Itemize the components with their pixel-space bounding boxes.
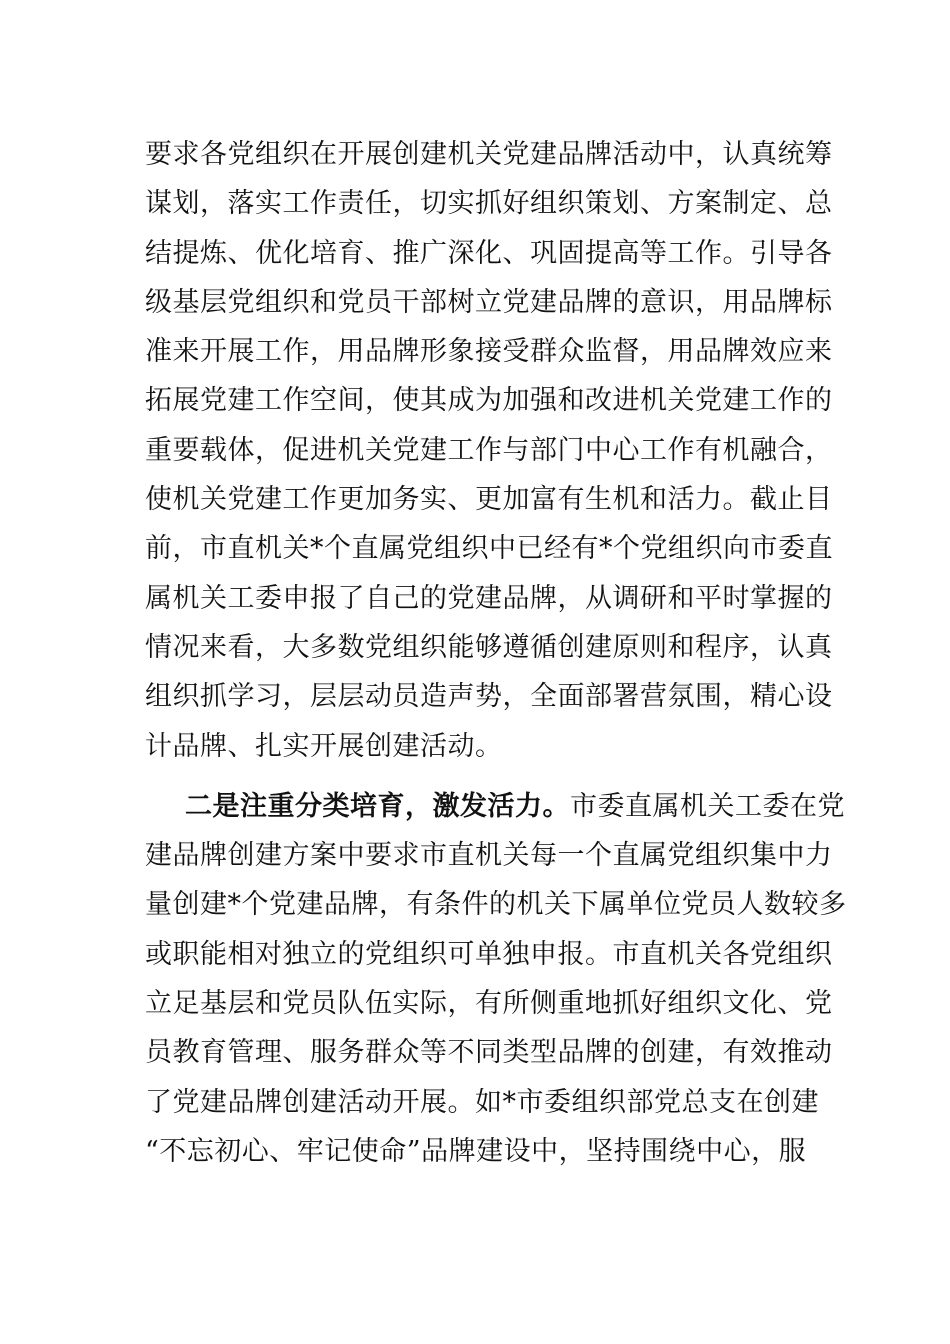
paragraph-line: 建品牌创建方案中要求市直机关每一个直属党组织集中力 — [145, 840, 833, 872]
paragraph-line: 组织抓学习，层层动员造声势，全面部署营氛围，精心设 — [145, 681, 833, 713]
paragraph-line: 要求各党组织在开展创建机关党建品牌活动中，认真统筹 — [145, 139, 833, 170]
paragraph-line: “不忘初心、牢记使命”品牌建设中，坚持围绕中心，服 — [145, 1135, 807, 1167]
document-body — [145, 130, 847, 1176]
paragraph-line: 使机关党建工作更加务实、更加富有生机和活力。截止目 — [145, 484, 833, 516]
paragraph-line: 情况来看，大多数党组织能够遵循创建原则和程序，认真 — [145, 631, 833, 663]
paragraph-gap — [145, 771, 805, 782]
paragraph-line: 计品牌、扎实开展创建活动。 — [145, 730, 503, 762]
paragraph-line: 立足基层和党员队伍实际，有所侧重地抓好组织文化、党 — [145, 988, 833, 1020]
paragraph-line: 谋划，落实工作责任，切实抓好组织策划、方案制定、总 — [145, 188, 833, 220]
paragraph-line: 员教育管理、服务群众等不同类型品牌的创建，有效推动 — [145, 1037, 833, 1069]
paragraph-2 — [145, 782, 847, 1176]
paragraph-1 — [145, 130, 833, 771]
paragraph-line: 准来开展工作，用品牌形象接受群众监督，用品牌效应来 — [145, 336, 833, 368]
paragraph-line: 或职能相对独立的党组织可单独申报。市直机关各党组织 — [145, 938, 833, 970]
paragraph-line-text: 市委直属机关工委在党 — [570, 790, 845, 822]
paragraph-line: 结提炼、优化培育、推广深化、巩固提高等工作。引导各 — [145, 237, 833, 269]
paragraph-line: 量创建*个党建品牌，有条件的机关下属单位党员人数较多 — [145, 889, 847, 921]
paragraph-line: 前，市直机关*个直属党组织中已经有*个党组织向市委直 — [145, 533, 833, 565]
paragraph-heading: 二是注重分类培育，激发活力。 — [185, 790, 570, 822]
paragraph-line: 了党建品牌创建活动开展。如*市委组织部党总支在创建 — [145, 1086, 819, 1118]
paragraph-line: 属机关工委申报了自己的党建品牌，从调研和平时掌握的 — [145, 582, 833, 614]
paragraph-line: 级基层党组织和党员干部树立党建品牌的意识，用品牌标 — [145, 286, 833, 318]
paragraph-first-line — [145, 782, 845, 831]
paragraph-line: 拓展党建工作空间，使其成为加强和改进机关党建工作的 — [145, 385, 833, 417]
paragraph-line: 重要载体，促进机关党建工作与部门中心工作有机融合， — [145, 434, 833, 466]
